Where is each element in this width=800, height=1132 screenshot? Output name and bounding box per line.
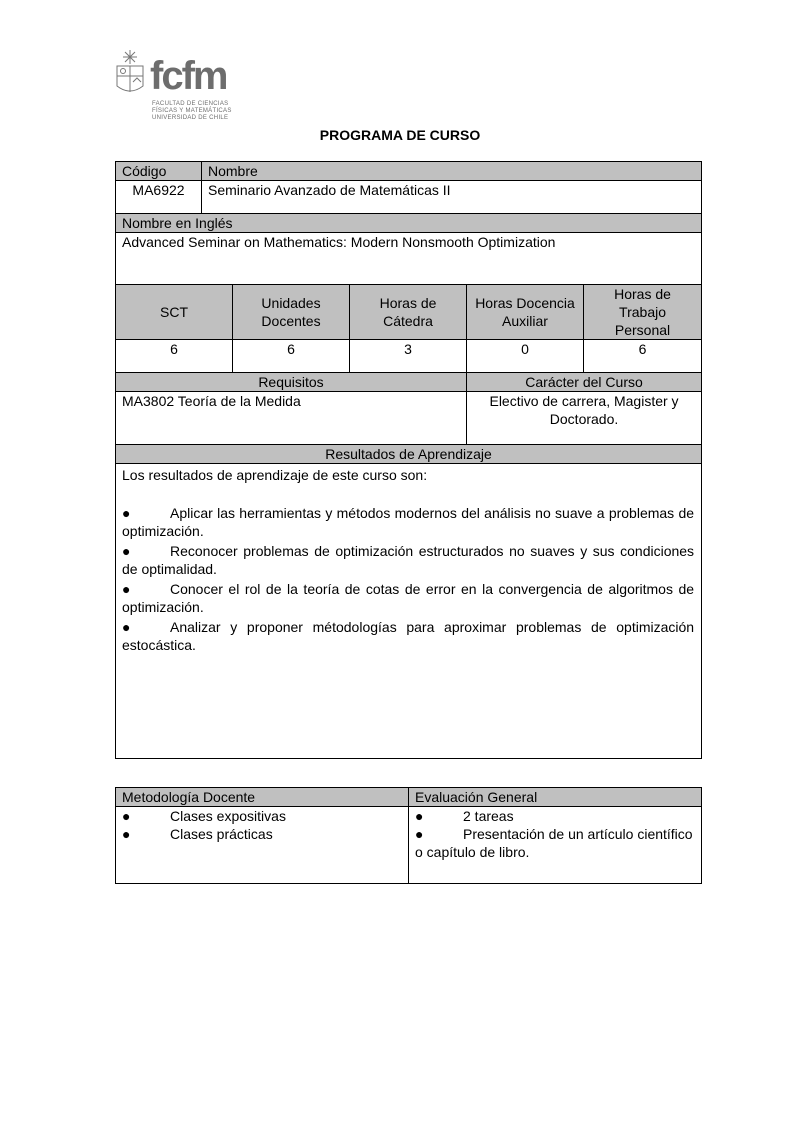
learning-outcomes-label: Resultados de Aprendizaje (116, 445, 702, 464)
requirements-value: MA3802 Teoría de la Medida (116, 392, 467, 445)
evaluation-label: Evaluación General (409, 788, 702, 807)
list-item: ● Clases expositivas (122, 808, 286, 824)
personal-work-hours-value: 6 (584, 340, 702, 373)
page-title: PROGRAMA DE CURSO (319, 127, 481, 143)
methodology-label: Metodología Docente (116, 788, 409, 807)
auxiliary-hours-header: Horas Docencia Auxiliar (467, 285, 584, 340)
learning-intro: Los resultados de aprendizaje de este curso son: (122, 467, 428, 483)
code-label: Código (116, 162, 202, 181)
course-table (115, 161, 702, 759)
english-name-label: Nombre en Inglés (116, 214, 702, 233)
bullet-icon: ● (415, 826, 424, 842)
sct-value: 6 (116, 340, 233, 373)
english-name: Advanced Seminar on Mathematics: Modern Nonsmooth Optimization (116, 233, 702, 285)
bullet-icon: ● (122, 619, 131, 635)
character-label: Carácter del Curso (467, 373, 702, 392)
list-item: ● 2 tareas (415, 808, 514, 824)
bullet-icon: ● (122, 581, 131, 597)
bullet-icon: ● (122, 543, 131, 559)
bullet-icon: ● (122, 826, 131, 842)
university-seal-icon (113, 48, 147, 98)
logo-subtitle: FACULTAD DE CIENCIAS FÍSICAS Y MATEMÁTICAS UNIVERSIDAD DE CHILE (152, 101, 232, 121)
logo-wordmark: fcfm (150, 54, 227, 98)
learning-outcomes (116, 464, 702, 759)
list-item: ● Conocer el rol de la teoría de cotas de error en la convergencia de algoritmos de optimización. (122, 581, 695, 615)
personal-work-hours-header: Horas de Trabajo Personal (584, 285, 702, 340)
auxiliary-hours-value: 0 (467, 340, 584, 373)
methodology-list (116, 807, 409, 884)
bullet-icon: ● (122, 808, 131, 824)
character-value: Electivo de carrera, Magister y Doctorado. (467, 392, 702, 445)
teaching-units-value: 6 (233, 340, 350, 373)
lecture-hours-value: 3 (350, 340, 467, 373)
list-item: ● Analizar y proponer métodologías para aproximar problemas de optimización estocástica. (122, 619, 695, 653)
requirements-label: Requisitos (116, 373, 467, 392)
faculty-logo (113, 46, 243, 132)
course-name: Seminario Avanzado de Matemáticas II (202, 181, 702, 214)
methodology-evaluation-table (115, 787, 702, 884)
list-item: ● Reconocer problemas de optimización estructurados no suaves y sus condiciones de optimalidad. (122, 543, 695, 577)
name-label: Nombre (202, 162, 702, 181)
course-code: MA6922 (116, 181, 202, 214)
list-item: ● Aplicar las herramientas y métodos modernos del análisis no suave a problemas de optimización. (122, 505, 695, 539)
bullet-icon: ● (415, 808, 424, 824)
list-item: ● Presentación de un artículo científico o capítulo de libro. (415, 826, 693, 860)
evaluation-list (409, 807, 702, 884)
lecture-hours-header: Horas de Cátedra (350, 285, 467, 340)
sct-header: SCT (116, 285, 233, 340)
list-item: ● Clases prácticas (122, 826, 273, 842)
teaching-units-header: Unidades Docentes (233, 285, 350, 340)
bullet-icon: ● (122, 505, 131, 521)
